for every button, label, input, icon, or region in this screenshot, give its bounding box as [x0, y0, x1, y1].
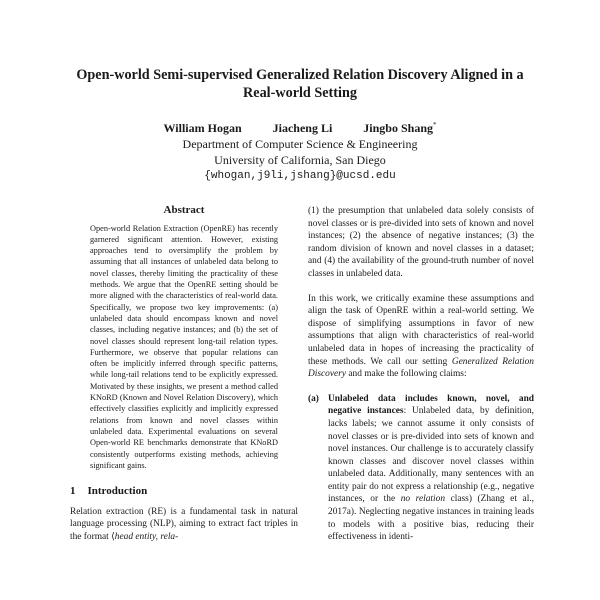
- section-heading-introduction: [70, 485, 298, 498]
- author-1: William Hogan: [163, 121, 242, 135]
- right-column: [308, 205, 534, 544]
- paper-title: [60, 66, 540, 102]
- introduction-paragraph: Relation extraction (RE) is a fundamental task in natural language processing (NLP), aiming to extract fact triples in the format ⟨head entity, rela-: [70, 506, 298, 542]
- section-number: 1: [70, 485, 76, 498]
- claim-a: [308, 393, 534, 544]
- affiliation-department: Department of Computer Science & Engineering: [182, 137, 418, 151]
- author-3: Jingbo Shang*: [363, 121, 437, 135]
- section-title: Introduction: [87, 485, 148, 498]
- affiliation-university: University of California, San Diego: [214, 153, 386, 167]
- claim-body: Unlabeled data includes known, novel, and negative instances: Unlabeled data, by definition, lacks labels; we cannot assume it only consists of novel classes or is pre-divided into sets of known and novel instances. Our challenge is to accurately classify known classes and discover novel classes within unlabeled data. Additionally, many sentences with an entity pair do not express a relationship (e.g., negative instances, or the no relation class) (Zhang et al., 2017a). Neglecting negative instances in training leads to models with a positive bias, reducing their effectiveness in identi-: [328, 393, 534, 543]
- left-column: [70, 204, 298, 544]
- author-footnote-mark: *: [433, 121, 437, 129]
- author-2: Jiacheng Li: [272, 121, 333, 135]
- title-line-1: Open-world Semi-supervised Generalized Relation Discovery Aligned in a: [76, 67, 524, 83]
- assumptions-paragraph: (1) the presumption that unlabeled data solely consists of novel classes or is pre-divided into sets of known and novel instances; (2) the absence of negative instances; (3) the random division of known and novel classes in a dataset; and (4) the availability of the ground-truth number of novel classes in unlabeled data.: [308, 206, 534, 279]
- author-emails: {whogan,j9li,jshang}@ucsd.edu: [204, 170, 396, 182]
- author-names: [60, 117, 540, 136]
- this-work-paragraph: In this work, we critically examine these assumptions and align the task of OpenRE within a real-world setting. We dispose of simplifying assumptions in favor of new assumptions that align with characteristics of real-world unlabeled data in hopes of increasing the practicality of these methods. We call our setting Generalized Relation Discovery and make the following claims:: [308, 293, 534, 380]
- title-line-2: Real-world Setting: [243, 85, 357, 101]
- abstract-heading: Abstract: [163, 204, 205, 216]
- author-block: [60, 117, 540, 184]
- claim-label: (a): [308, 393, 319, 404]
- abstract-text: Open-world Relation Extraction (OpenRE) has recently garnered significant attention. However, existing approaches tend to oversimplify the problem by assuming that all instances of unlabeled data belong to novel classes, thereby limiting the practicality of these methods. We argue that the OpenRE setting should be more aligned with the characteristics of real-world data. Specifically, we propose two key improvements: (a) unlabeled data should encompass known and novel classes, including negative instances; and (b) the set of novel classes should represent long-tail relation types. Furthermore, we observe that popular relations can often be implicitly inferred through specific patterns, while long-tail relations tend to be explicitly expressed. Motivated by these insights, we present a method called KNoRD (Known and Novel Relation Discovery), which effectively classifies explicitly and implicitly expressed relations from known and novel classes within unlabeled data. Experimental evaluations on several Open-world RE benchmarks demonstrate that KNoRD consistently outperforms existing methods, achieving significant gains.: [90, 223, 278, 470]
